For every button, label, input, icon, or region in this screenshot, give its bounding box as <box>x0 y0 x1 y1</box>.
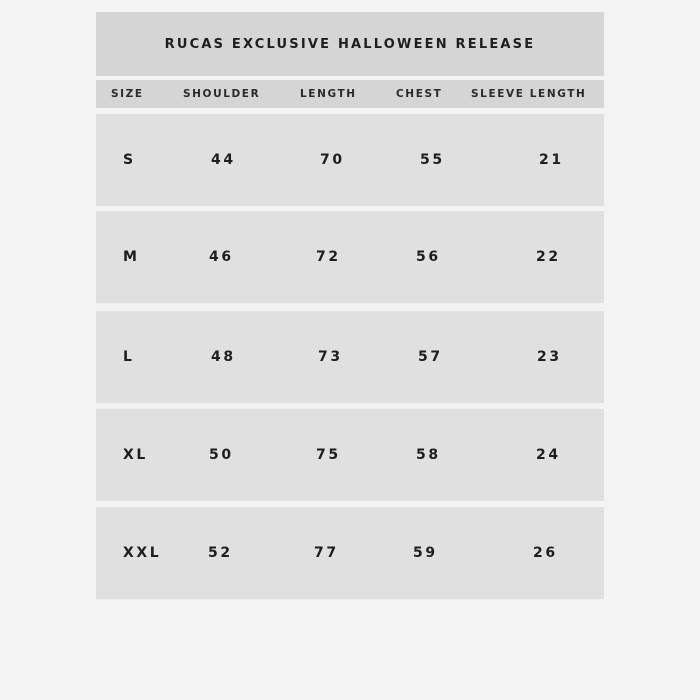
cell-sleeve-length: 24 <box>536 447 561 463</box>
cell-length: 70 <box>320 152 345 168</box>
table-title: RUCAS EXCLUSIVE HALLOWEEN RELEASE <box>164 36 536 52</box>
header-size: SIZE <box>111 88 144 100</box>
cell-shoulder: 46 <box>209 249 234 265</box>
header-length: LENGTH <box>300 88 357 100</box>
cell-length: 77 <box>314 545 339 561</box>
cell-size: L <box>123 349 135 365</box>
table-title-bar <box>96 12 604 76</box>
cell-size: M <box>123 249 140 265</box>
size-chart-table <box>96 12 604 599</box>
cell-length: 73 <box>318 349 343 365</box>
cell-sleeve-length: 22 <box>536 249 561 265</box>
table-row <box>96 211 604 303</box>
cell-chest: 57 <box>418 349 443 365</box>
cell-length: 75 <box>316 447 341 463</box>
cell-size: XL <box>123 447 148 463</box>
cell-chest: 56 <box>416 249 441 265</box>
header-chest: CHEST <box>396 88 443 100</box>
cell-length: 72 <box>316 249 341 265</box>
header-shoulder: SHOULDER <box>183 88 261 100</box>
cell-sleeve-length: 26 <box>533 545 558 561</box>
table-header-row <box>96 80 604 108</box>
cell-chest: 59 <box>413 545 438 561</box>
table-row <box>96 507 604 599</box>
cell-shoulder: 44 <box>211 152 236 168</box>
table-row <box>96 409 604 501</box>
table-row <box>96 311 604 403</box>
cell-shoulder: 50 <box>209 447 234 463</box>
table-row <box>96 114 604 206</box>
cell-chest: 58 <box>416 447 441 463</box>
cell-sleeve-length: 23 <box>537 349 562 365</box>
cell-chest: 55 <box>420 152 445 168</box>
cell-shoulder: 48 <box>211 349 236 365</box>
cell-size: S <box>123 152 136 168</box>
header-sleeve-length: SLEEVE LENGTH <box>471 88 587 100</box>
cell-size: XXL <box>123 545 162 561</box>
cell-shoulder: 52 <box>208 545 233 561</box>
cell-sleeve-length: 21 <box>539 152 564 168</box>
